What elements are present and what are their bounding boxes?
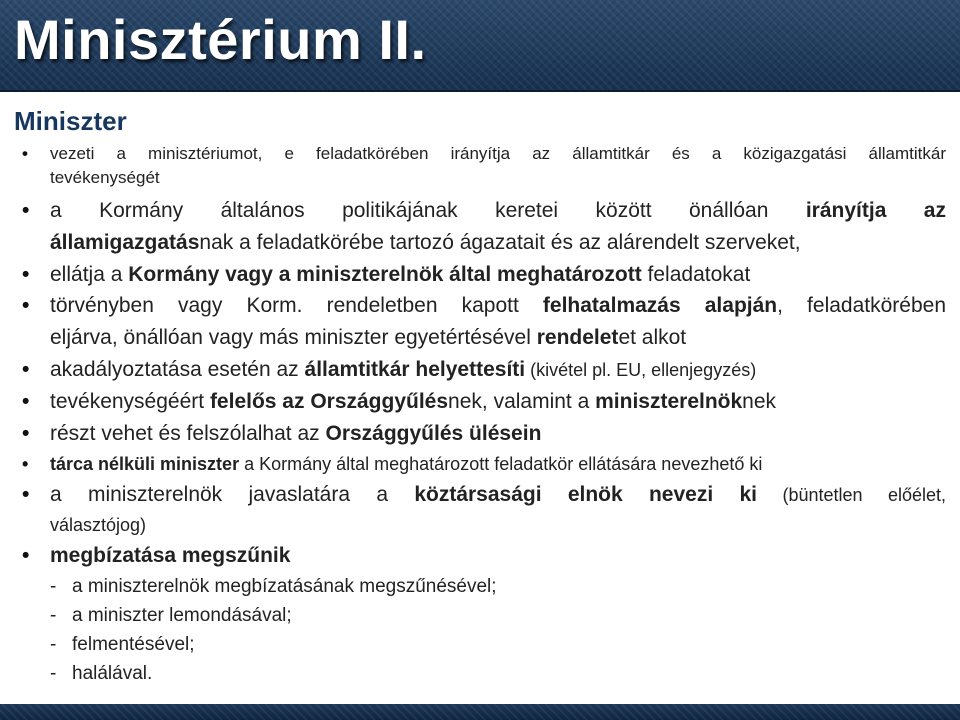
slide-footer	[0, 704, 960, 720]
bullet-marker: •	[22, 294, 30, 317]
sub-list-item: - felmentésével;	[72, 630, 960, 659]
sub-list-item: - a miniszter lemondásával;	[72, 601, 960, 630]
bullet-marker: •	[22, 483, 30, 506]
list-item	[22, 195, 946, 259]
slide-content	[0, 90, 960, 704]
list-item: • tevékenységéért felelős az Országgyűlésnek, valamint a miniszterelnöknek	[50, 386, 946, 418]
sub-list-item: - halálával.	[72, 659, 960, 688]
section-heading: Miniszter	[14, 106, 127, 136]
sub-list-item: - a miniszterelnök megbízatásának megszűnésével;	[72, 572, 960, 601]
bullet-marker: •	[22, 454, 29, 474]
list-item-line: választójog)	[50, 515, 147, 535]
list-item-line: vezeti a minisztériumot, e feladatkörében irányítja az államtitkár és a közigazgatási államtitkár	[50, 144, 946, 163]
bullet-marker: •	[22, 199, 30, 222]
bullet-marker: •	[22, 263, 30, 286]
list-item	[22, 480, 947, 540]
list-item-line: a miniszterelnök javaslatára a köztársasági elnök nevezi ki (büntetlen előélet,	[50, 483, 947, 506]
list-item: • tárca nélküli miniszter a Kormány által meghatározott feladatkör ellátására nevezhető ki	[50, 450, 946, 478]
list-item: • ellátja a Kormány vagy a miniszterelnök által meghatározott feladatokat	[50, 259, 946, 291]
bullet-marker: •	[22, 390, 30, 413]
list-item	[22, 290, 947, 354]
list-item: • részt vehet és felszólalhat az Országgyűlés ülésein	[50, 418, 946, 450]
dash-marker: -	[50, 634, 57, 655]
dash-marker: -	[50, 605, 57, 626]
list-item: • akadályoztatása esetén az államtitkár helyettesíti (kivétel pl. EU, ellenjegyzés)	[50, 354, 946, 386]
list-item	[22, 142, 946, 190]
bullet-marker: •	[22, 144, 28, 163]
bullet-marker: •	[22, 422, 30, 445]
bullet-marker: •	[22, 358, 30, 381]
list-item-line: a Kormány általános politikájának keretei között önállóan irányítja az	[50, 199, 946, 222]
slide-header	[0, 0, 960, 90]
dash-marker: -	[50, 663, 57, 684]
list-item-line: törvényben vagy Korm. rendeletben kapott felhatalmazás alapján, feladatkörében	[50, 294, 947, 317]
bullet-marker: •	[22, 544, 30, 567]
list-item: • megbízatása megszűnik	[50, 540, 946, 572]
list-item-line: tevékenységét	[50, 168, 160, 187]
list-item-line: államigazgatásnak a feladatkörébe tartozó ágazatait és az alárendelt szerveket,	[50, 231, 801, 254]
dash-marker: -	[50, 576, 57, 597]
list-item-line: eljárva, önállóan vagy más miniszter egyetértésével rendeletet alkot	[50, 326, 687, 349]
slide-title: Minisztérium II.	[14, 8, 427, 71]
